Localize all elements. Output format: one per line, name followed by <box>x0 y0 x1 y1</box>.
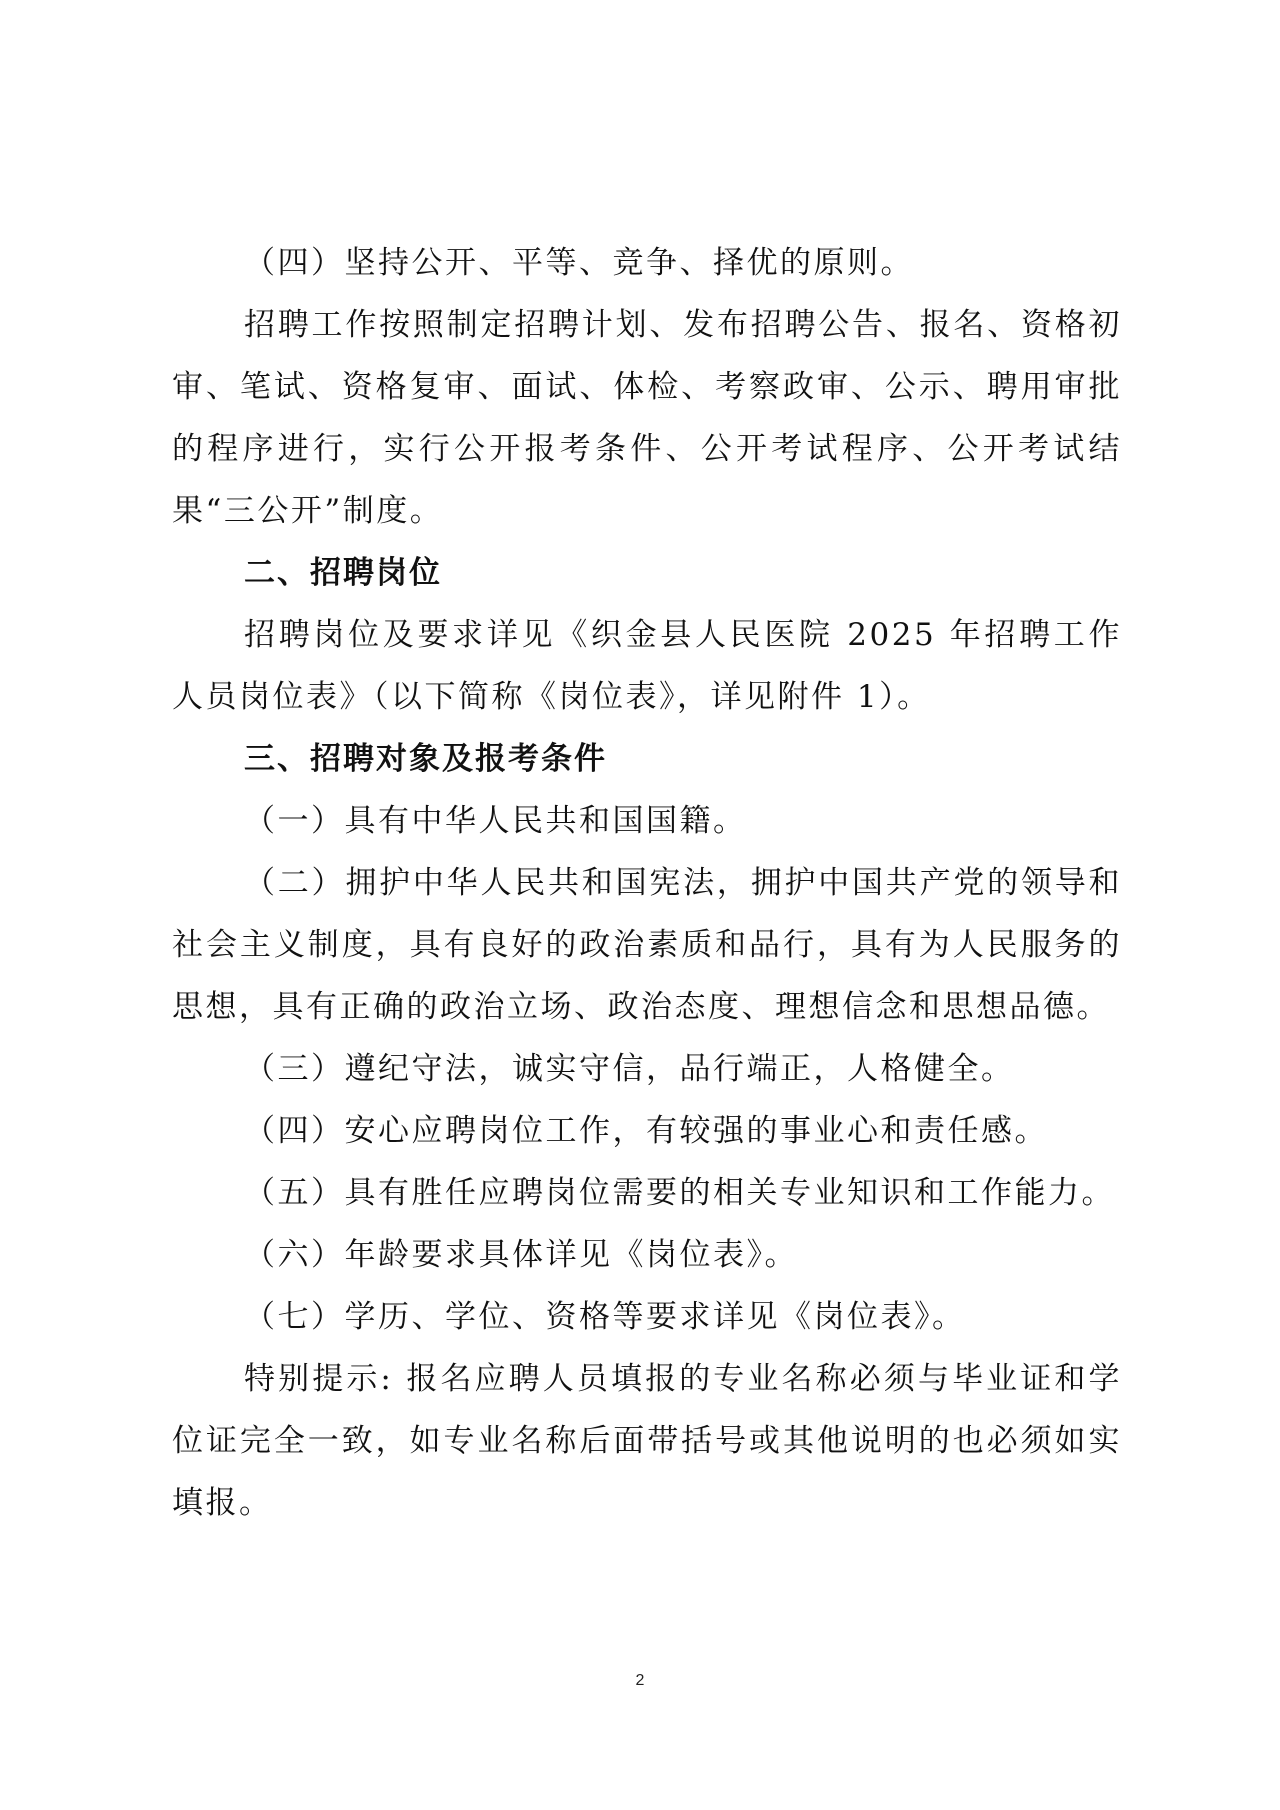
paragraph-positions-detail: 招聘岗位及要求详见《织金县人民医院 2025 年招聘工作人员岗位表》（以下简称《岗位表》，详见附件 1）。 <box>172 617 1122 715</box>
heading-eligibility: 三、招聘对象及报考条件 <box>244 741 607 777</box>
paragraph-condition-3: （三）遵纪守法，诚实守信，品行端正，人格健全。 <box>244 1051 1015 1087</box>
paragraph-condition-1: （一）具有中华人民共和国国籍。 <box>244 803 747 839</box>
paragraph-condition-4: （四）安心应聘岗位工作，有较强的事业心和责任感。 <box>244 1113 1048 1149</box>
paragraph-condition-7: （七）学历、学位、资格等要求详见《岗位表》。 <box>244 1299 966 1335</box>
paragraph-recruitment-procedure: 招聘工作按照制定招聘计划、发布招聘公告、报名、资格初审、笔试、资格复审、面试、体检、考察政审、公示、聘用审批的程序进行，实行公开报考条件、公开考试程序、公开考试结果“三公开”制度。 <box>172 307 1122 529</box>
paragraph-condition-6: （六）年龄要求具体详见《岗位表》。 <box>244 1237 798 1273</box>
paragraph-principle-four: （四）坚持公开、平等、竞争、择优的原则。 <box>244 245 914 281</box>
paragraph-condition-5: （五）具有胜任应聘岗位需要的相关专业知识和工作能力。 <box>244 1175 1115 1211</box>
paragraph-special-notice: 特别提示: 报名应聘人员填报的专业名称必须与毕业证和学位证完全一致，如专业名称后面带括号或其他说明的也必须如实填报。 <box>172 1361 1122 1521</box>
heading-recruitment-positions: 二、招聘岗位 <box>244 555 442 591</box>
page-number: 2 <box>635 1672 645 1689</box>
document-body <box>172 232 1122 1534</box>
paragraph-condition-2: （二）拥护中华人民共和国宪法，拥护中国共产党的领导和社会主义制度，具有良好的政治素质和品行，具有为人民服务的思想，具有正确的政治立场、政治态度、理想信念和思想品德。 <box>172 865 1122 1025</box>
